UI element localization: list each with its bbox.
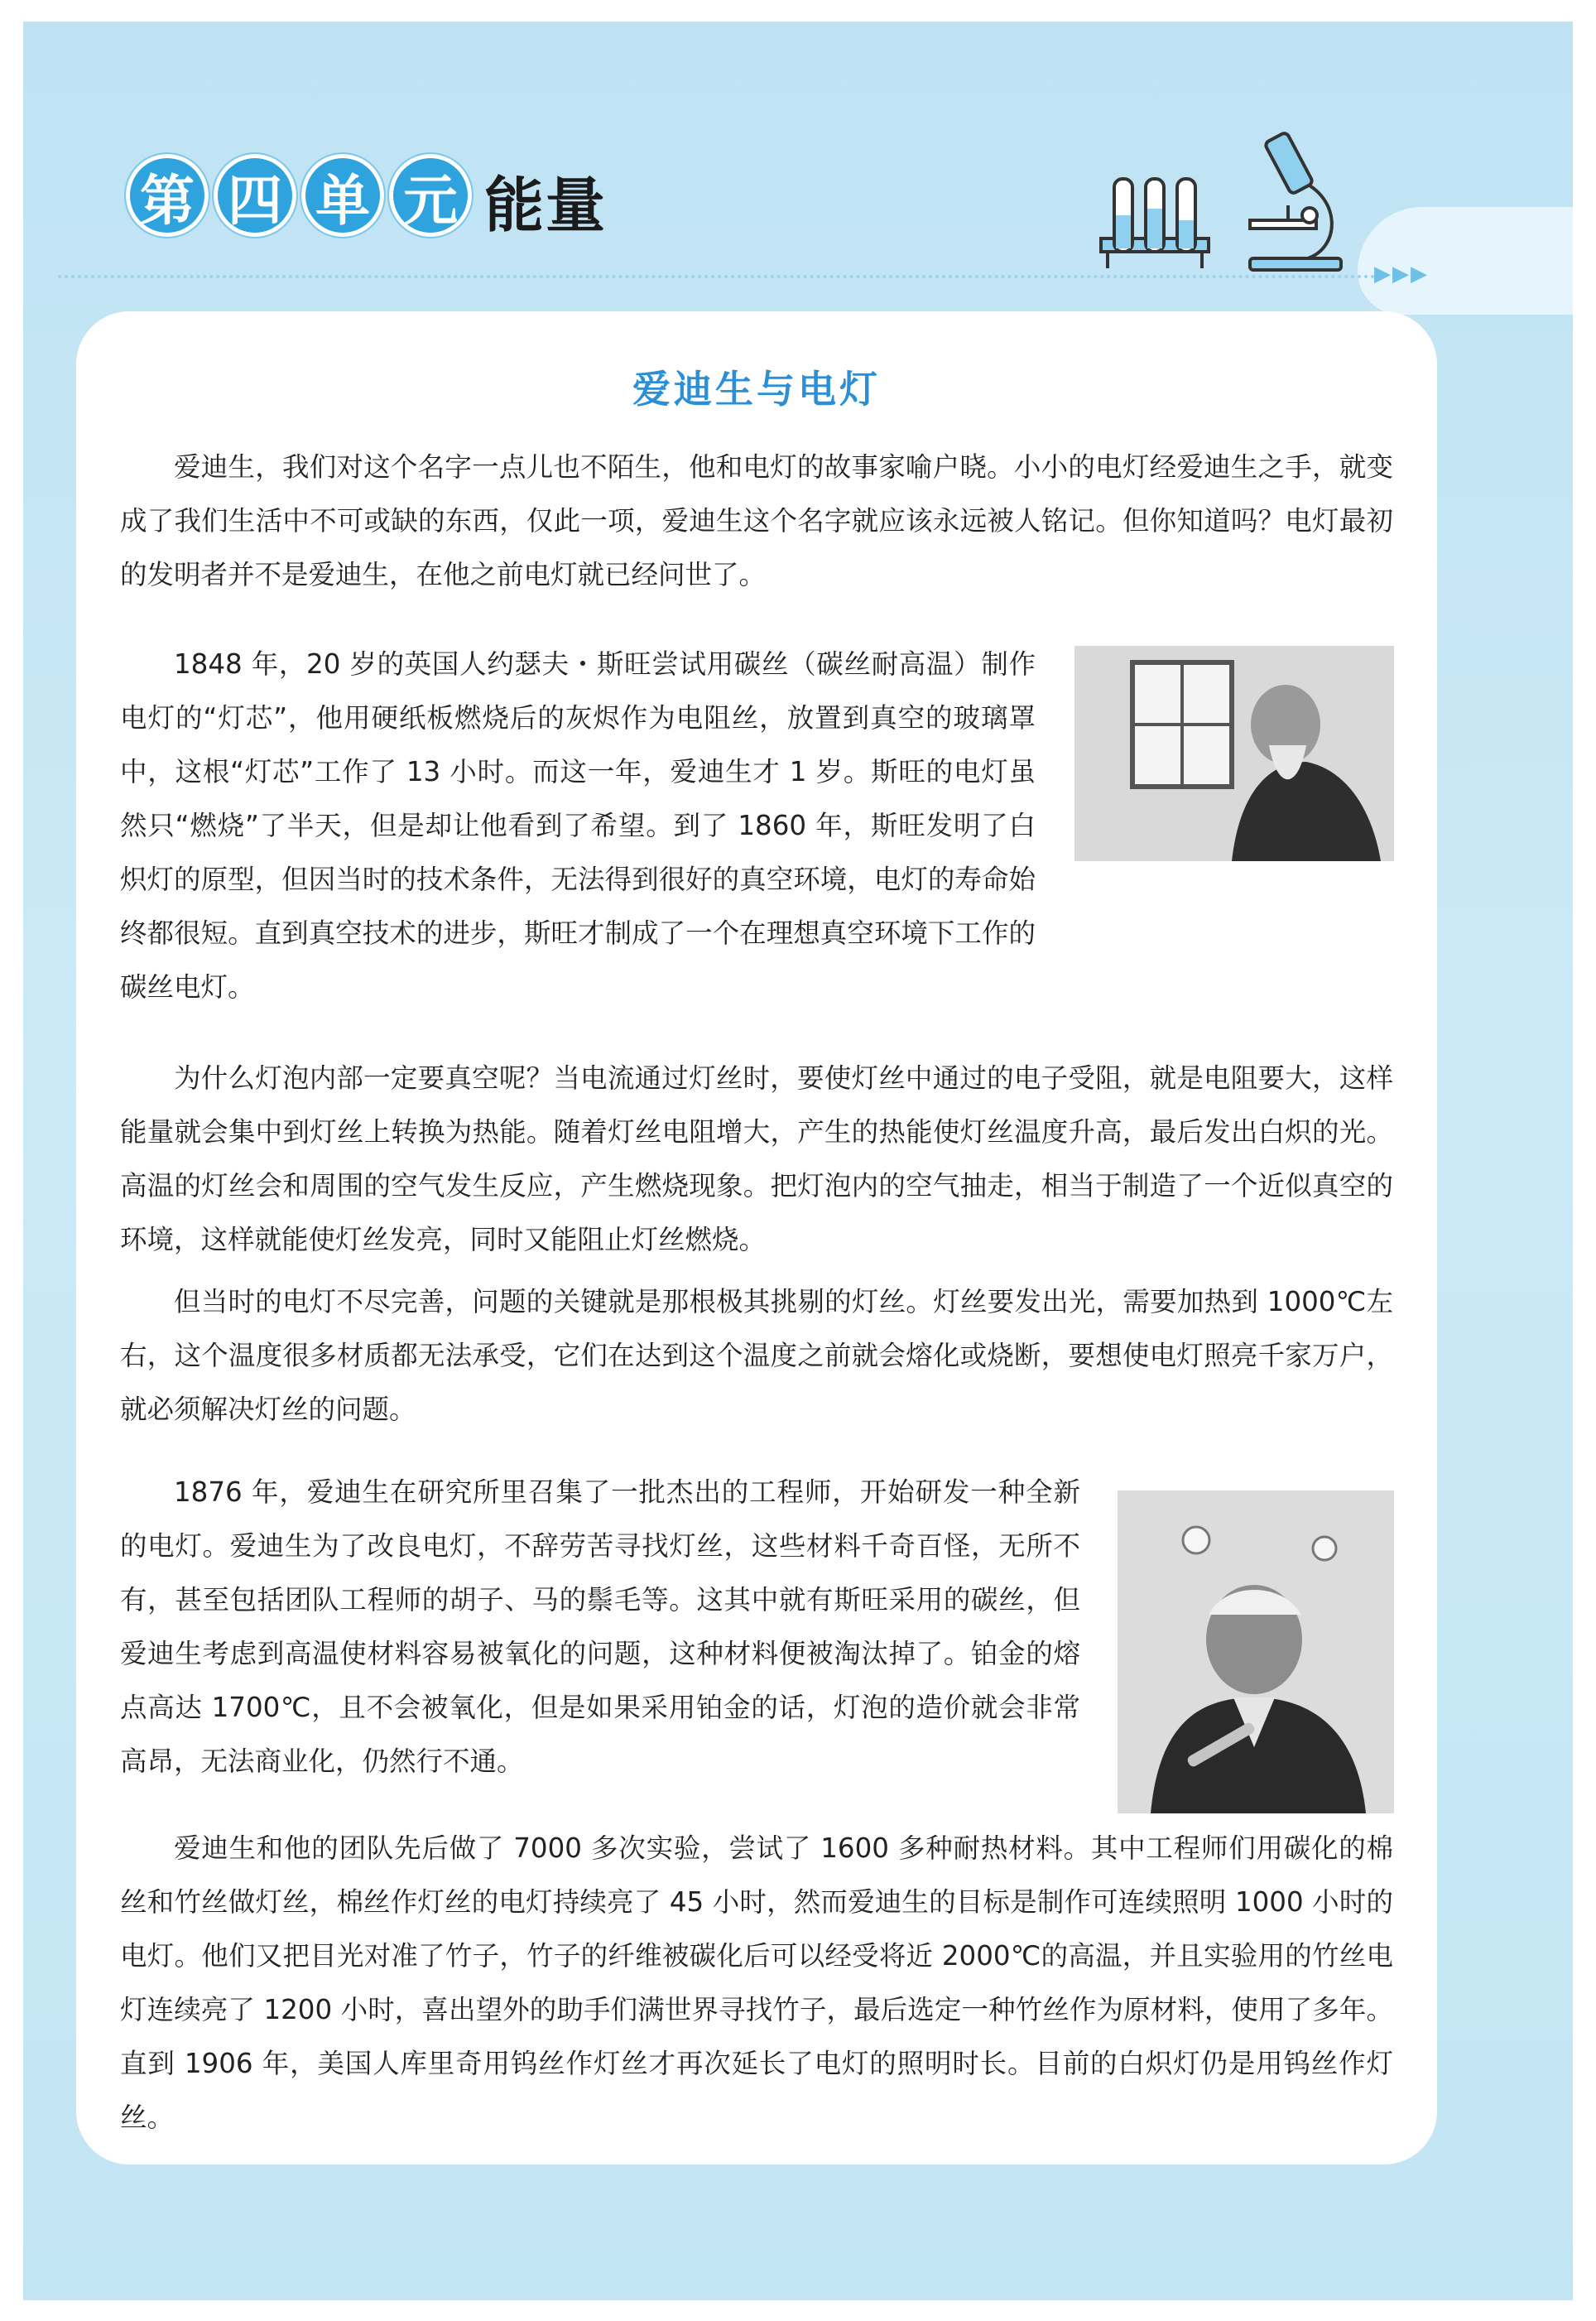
unit-badge-char: 四 bbox=[214, 154, 296, 237]
article-title: 爱迪生与电灯 bbox=[632, 367, 881, 412]
unit-badge-char: 第 bbox=[126, 154, 209, 237]
unit-title: 能量 bbox=[484, 171, 608, 240]
paragraph-5: 1876 年，爱迪生在研究所里召集了一批杰出的工程师，开始研发一种全新的电灯。爱迪生为了改良电灯，不辞劳苦寻找灯丝，这些材料千奇百怪，无所不有，甚至包括团队工程师的胡子、马的鬃毛等。这其中就有斯旺采用的碳丝，但爱迪生考虑到高温使材料容易被氧化的问题，这种材料便被淘汰掉了。铂金的熔点高达 1700℃，且不会被氧化，但是如果采用铂金的话，灯泡的造价就会非常高昂，无法商业化，仍然行不通。 bbox=[120, 1476, 1080, 1777]
paragraph-3: 为什么灯泡内部一定要真空呢？当电流通过灯丝时，要使灯丝中通过的电子受阻，就是电阻要大，这样能量就会集中到灯丝上转换为热能。随着灯丝电阻增大，产生的热能使灯丝温度升高，最后发出白炽的光。高温的灯丝会和周围的空气发生反应，产生燃烧现象。把灯泡内的空气抽走，相当于制造了一个近似真空的环境，这样就能使灯丝发亮，同时又能阻止灯丝燃烧。 bbox=[120, 1062, 1393, 1255]
paragraph-4: 但当时的电灯不尽完善，问题的关键就是那根极其挑剔的灯丝。灯丝要发出光，需要加热到 1000℃左右，这个温度很多材质都无法承受，它们在达到这个温度之前就会熔化或烧断，要想使电灯照亮千家万户，就必须解决灯丝的问题。 bbox=[120, 1286, 1393, 1425]
edison-portrait-photo bbox=[1118, 1490, 1394, 1813]
swan-portrait-photo bbox=[1074, 646, 1394, 861]
paragraph-2: 1848 年，20 岁的英国人约瑟夫・斯旺尝试用碳丝（碳丝耐高温）制作电灯的“灯芯”，他用硬纸板燃烧后的灰烬作为电阻丝，放置到真空的玻璃罩中，这根“灯芯”工作了 13 小时。而这一年，爱迪生才 1 岁。斯旺的电灯虽然只“燃烧”了半天，但是却让他看到了希望。到了 1860 年，斯旺发明了白炽灯的原型，但因当时的技术条件，无法得到很好的真空环境，电灯的寿命始终都很短。直到真空技术的进步，斯旺才制成了一个在理想真空环境下工作的碳丝电灯。 bbox=[120, 648, 1036, 1003]
unit-badge-char: 单 bbox=[301, 154, 384, 237]
arrow-decoration-icon: ▶▶▶ bbox=[1374, 262, 1429, 287]
science-illustration bbox=[1093, 123, 1374, 280]
unit-badge bbox=[126, 154, 472, 238]
test-tubes-icon bbox=[1101, 179, 1209, 268]
header-decoration bbox=[1358, 207, 1573, 315]
paragraph-1: 爱迪生，我们对这个名字一点儿也不陌生，他和电灯的故事家喻户晓。小小的电灯经爱迪生之手，就变成了我们生活中不可或缺的东西，仅此一项，爱迪生这个名字就应该永远被人铭记。但你知道吗？电灯最初的发明者并不是爱迪生，在他之前电灯就已经问世了。 bbox=[120, 451, 1393, 590]
unit-badge-char: 元 bbox=[389, 154, 472, 237]
microscope-icon bbox=[1250, 132, 1341, 270]
paragraph-6: 爱迪生和他的团队先后做了 7000 多次实验，尝试了 1600 多种耐热材料。其中工程师们用碳化的棉丝和竹丝做灯丝，棉丝作灯丝的电灯持续亮了 45 小时，然而爱迪生的目标是制作可连续照明 1000 小时的电灯。他们又把目光对准了竹子，竹子的纤维被碳化后可以经受将近 2000℃的高温，并且实验用的竹丝电灯连续亮了 1200 小时，喜出望外的助手们满世界寻找竹子，最后选定一种竹丝作为原材料，使用了多年。直到 1906 年，美国人库里奇用钨丝作灯丝才再次延长了电灯的照明时长。目前的白炽灯仍是用钨丝作灯丝。 bbox=[120, 1832, 1393, 2133]
